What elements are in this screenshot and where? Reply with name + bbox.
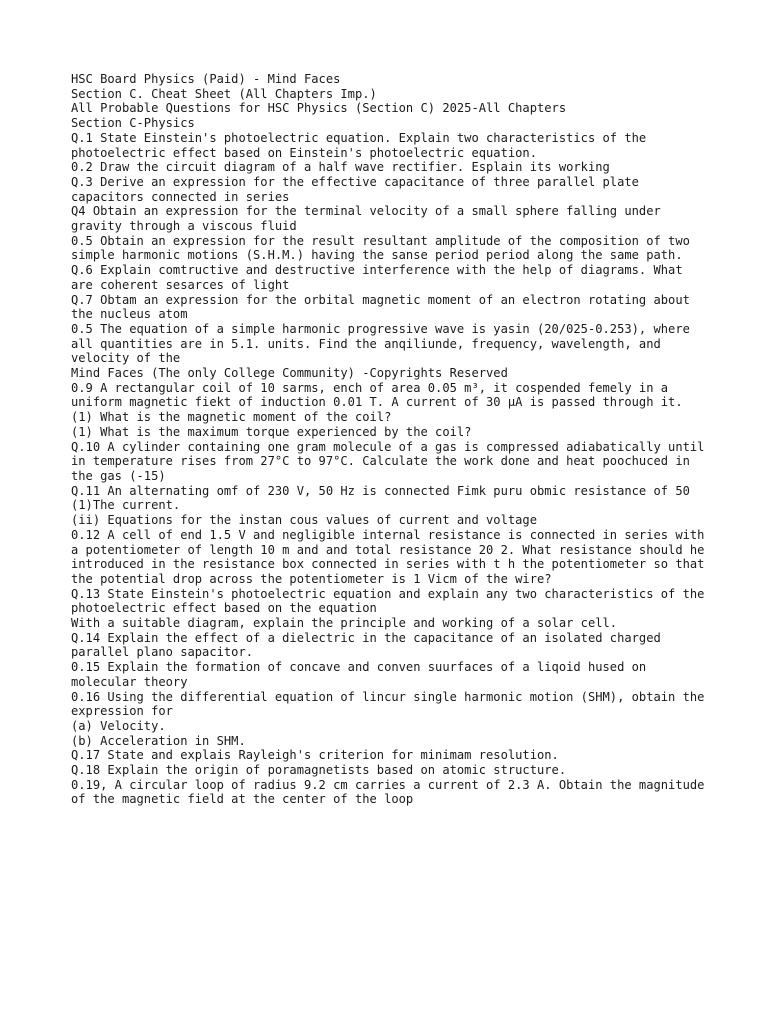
question-line: Q.10 A cylinder containing one gram molecule of a gas is compressed adiabatically until in temperature rises from 27°C to 97°C. Calculate the work done and heat poochuced in the gas (-15) (71, 439, 712, 483)
question-line: Q.6 Explain comtructive and destructive interference with the help of diagrams. What are coherent sesarces of light (71, 263, 690, 292)
sub-question-line: (a) Velocity. (71, 718, 166, 733)
doc-title: HSC Board Physics (Paid) - Mind Faces (71, 72, 341, 86)
question-line: Q.3 Derive an expression for the effective capacitance of three parallel plate capacitors connected in series (71, 174, 647, 204)
question-line: 0.5 The equation of a simple harmonic progressive wave is yasin (20/025-0.253), where all quantities are in 5.1. units. Find the anqiliunde, frequency, wavelength, and velocity of the (71, 321, 698, 366)
question-line: Q.14 Explain the effect of a dielectric in the capacitance of an isolated charged parallel plano sapacitor. (71, 630, 669, 660)
sub-question-line: (1) What is the maximum torque experienced by the coil? (71, 424, 472, 439)
sub-question-line: (ii) Equations for the instan cous values of current and voltage (71, 513, 537, 528)
document-body (71, 72, 711, 807)
section-heading: Section C-Physics (71, 116, 195, 131)
doc-subtitle: Section C. Cheat Sheet (All Chapters Imp.) (71, 86, 377, 101)
question-line: Q.1 State Einstein's photoelectric equation. Explain two characteristics of the photoelectric effect based on Einstein's photoelectric equation. (71, 130, 654, 160)
doc-heading: All Probable Questions for HSC Physics (Section C) 2025-All Chapters (71, 101, 567, 116)
question-line: Q.18 Explain the origin of poramagnetists based on atomic structure. (71, 763, 567, 778)
sub-question-line: (1) What is the magnetic moment of the coil? (71, 410, 392, 425)
sub-question-line: (1)The current. (71, 498, 181, 513)
question-line: 0.12 A cell of end 1.5 V and negligible internal resistance is connected in series with a potentiometer of length 10 m and and total resistance 20 2. What resistance should he introduced in the resistance box connected in series with t h the potentiometer so that the potential drop across the potentiometer is 1 Vicm of the wire? (71, 527, 712, 586)
question-line: 0.16 Using the differential equation of lincur single harmonic motion (SHM), obtain the expression for (71, 689, 712, 719)
question-line: 0.15 Explain the formation of concave and conven suurfaces of a liqoid hused on molecular theory (71, 660, 654, 689)
question-line: 0.9 A rectangular coil of 10 sarms, ench of area 0.05 m³, it cospended femely in a uniform magnetic fiekt of induction 0.01 T. A current of 30 μA is passed through it. (71, 380, 683, 410)
question-line: Q.7 Obtam an expression for the orbital magnetic moment of an electron rotating about the nucleus atom (71, 292, 698, 322)
sub-question-line: With a suitable diagram, explain the principle and working of a solar cell. (71, 616, 618, 631)
question-line: 0.2 Draw the circuit diagram of a half wave rectifier. Esplain its working (71, 160, 610, 175)
sub-question-line: (b) Acceleration in SHM. (71, 733, 246, 748)
copyright-notice: Mind Faces (The only College Community) -Copyrights Reserved (71, 366, 508, 381)
question-line: Q4 Obtain an expression for the terminal velocity of a small sphere falling under gravity through a viscous fluid (71, 204, 669, 234)
question-line: Q.17 State and explais Rayleigh's criterion for minimam resolution. (71, 748, 559, 763)
question-line: Q.11 An alternating omf of 230 V, 50 Hz is connected Fimk puru obmic resistance of 50 (71, 483, 690, 498)
question-line: Q.13 State Einstein's photoelectric equation and explain any two characteristics of the photoelectric effect based on the equation (71, 586, 712, 616)
question-line: 0.19, A circular loop of radius 9.2 cm carries a current of 2.3 A. Obtain the magnitude of the magnetic field at the center of the loop (71, 777, 712, 807)
question-line: 0.5 Obtain an expression for the result resultant amplitude of the composition of two simple harmonic motions (S.H.M.) having the sanse period period along the same path. (71, 233, 698, 263)
